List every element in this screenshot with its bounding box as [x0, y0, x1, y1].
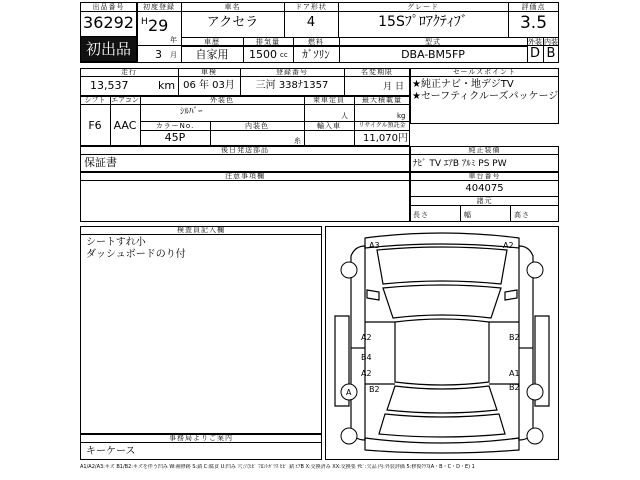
capacity-unit: 人	[341, 112, 348, 120]
damage-mark: A2	[361, 369, 372, 378]
lot-label: 出品番号	[92, 3, 125, 11]
damage-mark: A	[346, 388, 352, 397]
file-label: 後日発送部品	[221, 146, 269, 154]
damage-mark: A2	[361, 333, 372, 342]
equip: ﾅﾋﾞ TV ｴｱB ｱﾙﾐ PS PW	[413, 159, 507, 169]
interior-unit: 糸	[294, 137, 301, 145]
office-text: キーケース	[86, 446, 136, 457]
notes-label: 注意事項欄	[225, 172, 265, 180]
len-label: 長さ	[413, 211, 429, 219]
car-diagram	[325, 226, 559, 460]
legend: A1/A2/A3:キズ B1/B2:キズを伴う凹み W:補修跡 S:錆 C:腐食 U:凹み 穴:穴ﾋﾋﾞ ﾌﾛﾝﾄｶﾞﾗｽ ﾋﾋﾞ 錆 ｴｱB X:交換済み XX:交換要 ｻﾋﾞ:欠品 内:外装評価 5:修復ｸﾗｽ(A・B・C・D・E) 1	[80, 464, 475, 470]
purpose-label: 車歴	[204, 38, 220, 46]
load-label: 最大積載量	[362, 96, 402, 104]
reg-era: H	[141, 17, 148, 27]
width-label: 幅	[464, 211, 472, 219]
ac: AAC	[113, 119, 137, 132]
cc: 1500	[249, 48, 277, 61]
reg-year: 29	[148, 16, 169, 35]
fuel: ｶﾞｿﾘﾝ	[302, 48, 330, 61]
plate: 三河 338ﾅ1357	[255, 80, 329, 91]
frame: 404075	[465, 183, 504, 194]
doors: 4	[306, 15, 316, 30]
sales-point-line-1: ★純正ナビ・地デジTV	[412, 79, 514, 90]
equip-label: 純正装備	[468, 146, 501, 154]
interior-label: 内装色	[245, 122, 269, 130]
office-label: 事務局よりご案内	[169, 434, 233, 442]
car-name-label: 車名	[224, 3, 241, 11]
damage-mark: B2	[509, 333, 520, 342]
inspector-label: 検査員記入欄	[177, 226, 225, 234]
inspection: 06 年 03月	[183, 80, 235, 91]
car-outline	[335, 233, 549, 453]
score-label: 評価点	[521, 3, 546, 11]
color: ｼﾙﾊﾞｰ	[180, 107, 203, 117]
color-no-label: カラーNo.	[155, 122, 195, 130]
reg-year-suffix: 年	[170, 36, 177, 44]
ac-label: エアコン	[111, 96, 139, 104]
shift-label: シフト	[84, 96, 106, 104]
damage-mark: A1	[509, 369, 520, 378]
file: 保証書	[84, 156, 117, 169]
cc-label: 排気量	[256, 38, 280, 46]
recycle-label: リサイクル預託金	[358, 122, 406, 129]
reg-month: 3	[155, 48, 162, 61]
capacity-label: 乗車定員	[313, 96, 345, 104]
recycle: 11,070円	[363, 133, 408, 144]
load-unit: kg	[397, 112, 406, 120]
color-label: 外装色	[210, 96, 234, 104]
cc-unit: cc	[280, 51, 288, 59]
damage-mark: B2	[509, 383, 520, 392]
name-change: 月 日	[383, 82, 404, 92]
name-change-label: 名変期限	[361, 68, 393, 76]
fuel-label: 燃料	[308, 38, 324, 46]
model: DBA-BM5FP	[401, 48, 465, 61]
sales-point-line-2: ★セーフティクルーズパッケージ	[412, 91, 559, 102]
plate-label: 登録番号	[276, 68, 308, 76]
dims-label: 諸元	[476, 197, 493, 205]
inspection-label: 車検	[201, 68, 217, 76]
model-label: 型式	[425, 38, 441, 46]
inspector-line-2: ダッシュボードのり付	[86, 249, 186, 260]
height-label: 高さ	[514, 211, 530, 219]
inspector-line-1: シートすれ小	[86, 237, 146, 248]
import-label: 輸入車	[317, 122, 341, 130]
lot-number: 36292	[83, 13, 134, 32]
mileage-label: 走行	[121, 68, 137, 76]
int-label: 内装	[544, 38, 558, 46]
frame-label: 車台番号	[468, 172, 501, 180]
sales-point-label: セールスポイント	[452, 68, 517, 76]
first-listing-label: 初出品	[85, 40, 131, 58]
mileage: 13,537	[90, 79, 129, 92]
damage-mark: A3	[369, 241, 380, 250]
grade-label: グレード	[407, 3, 439, 11]
reg-month-suffix: 月	[170, 51, 177, 59]
grade: 15Sﾌﾟﾛｱｸﾃｨﾌﾞ	[378, 14, 468, 30]
mileage-unit: km	[158, 79, 176, 92]
doors-label: ドア形状	[295, 3, 327, 11]
damage-mark: B2	[369, 385, 380, 394]
damage-mark: A2	[503, 241, 514, 250]
damage-mark: B4	[361, 353, 372, 362]
reg-label: 初度登録	[143, 3, 175, 11]
purpose: 自家用	[195, 48, 229, 61]
shift: F6	[88, 119, 102, 132]
score: 3.5	[519, 13, 548, 33]
ext-label: 外装	[528, 38, 542, 46]
ext: D	[529, 46, 540, 61]
car-name: アクセラ	[206, 15, 259, 30]
color-no: 45P	[164, 131, 186, 144]
int: B	[546, 46, 556, 61]
